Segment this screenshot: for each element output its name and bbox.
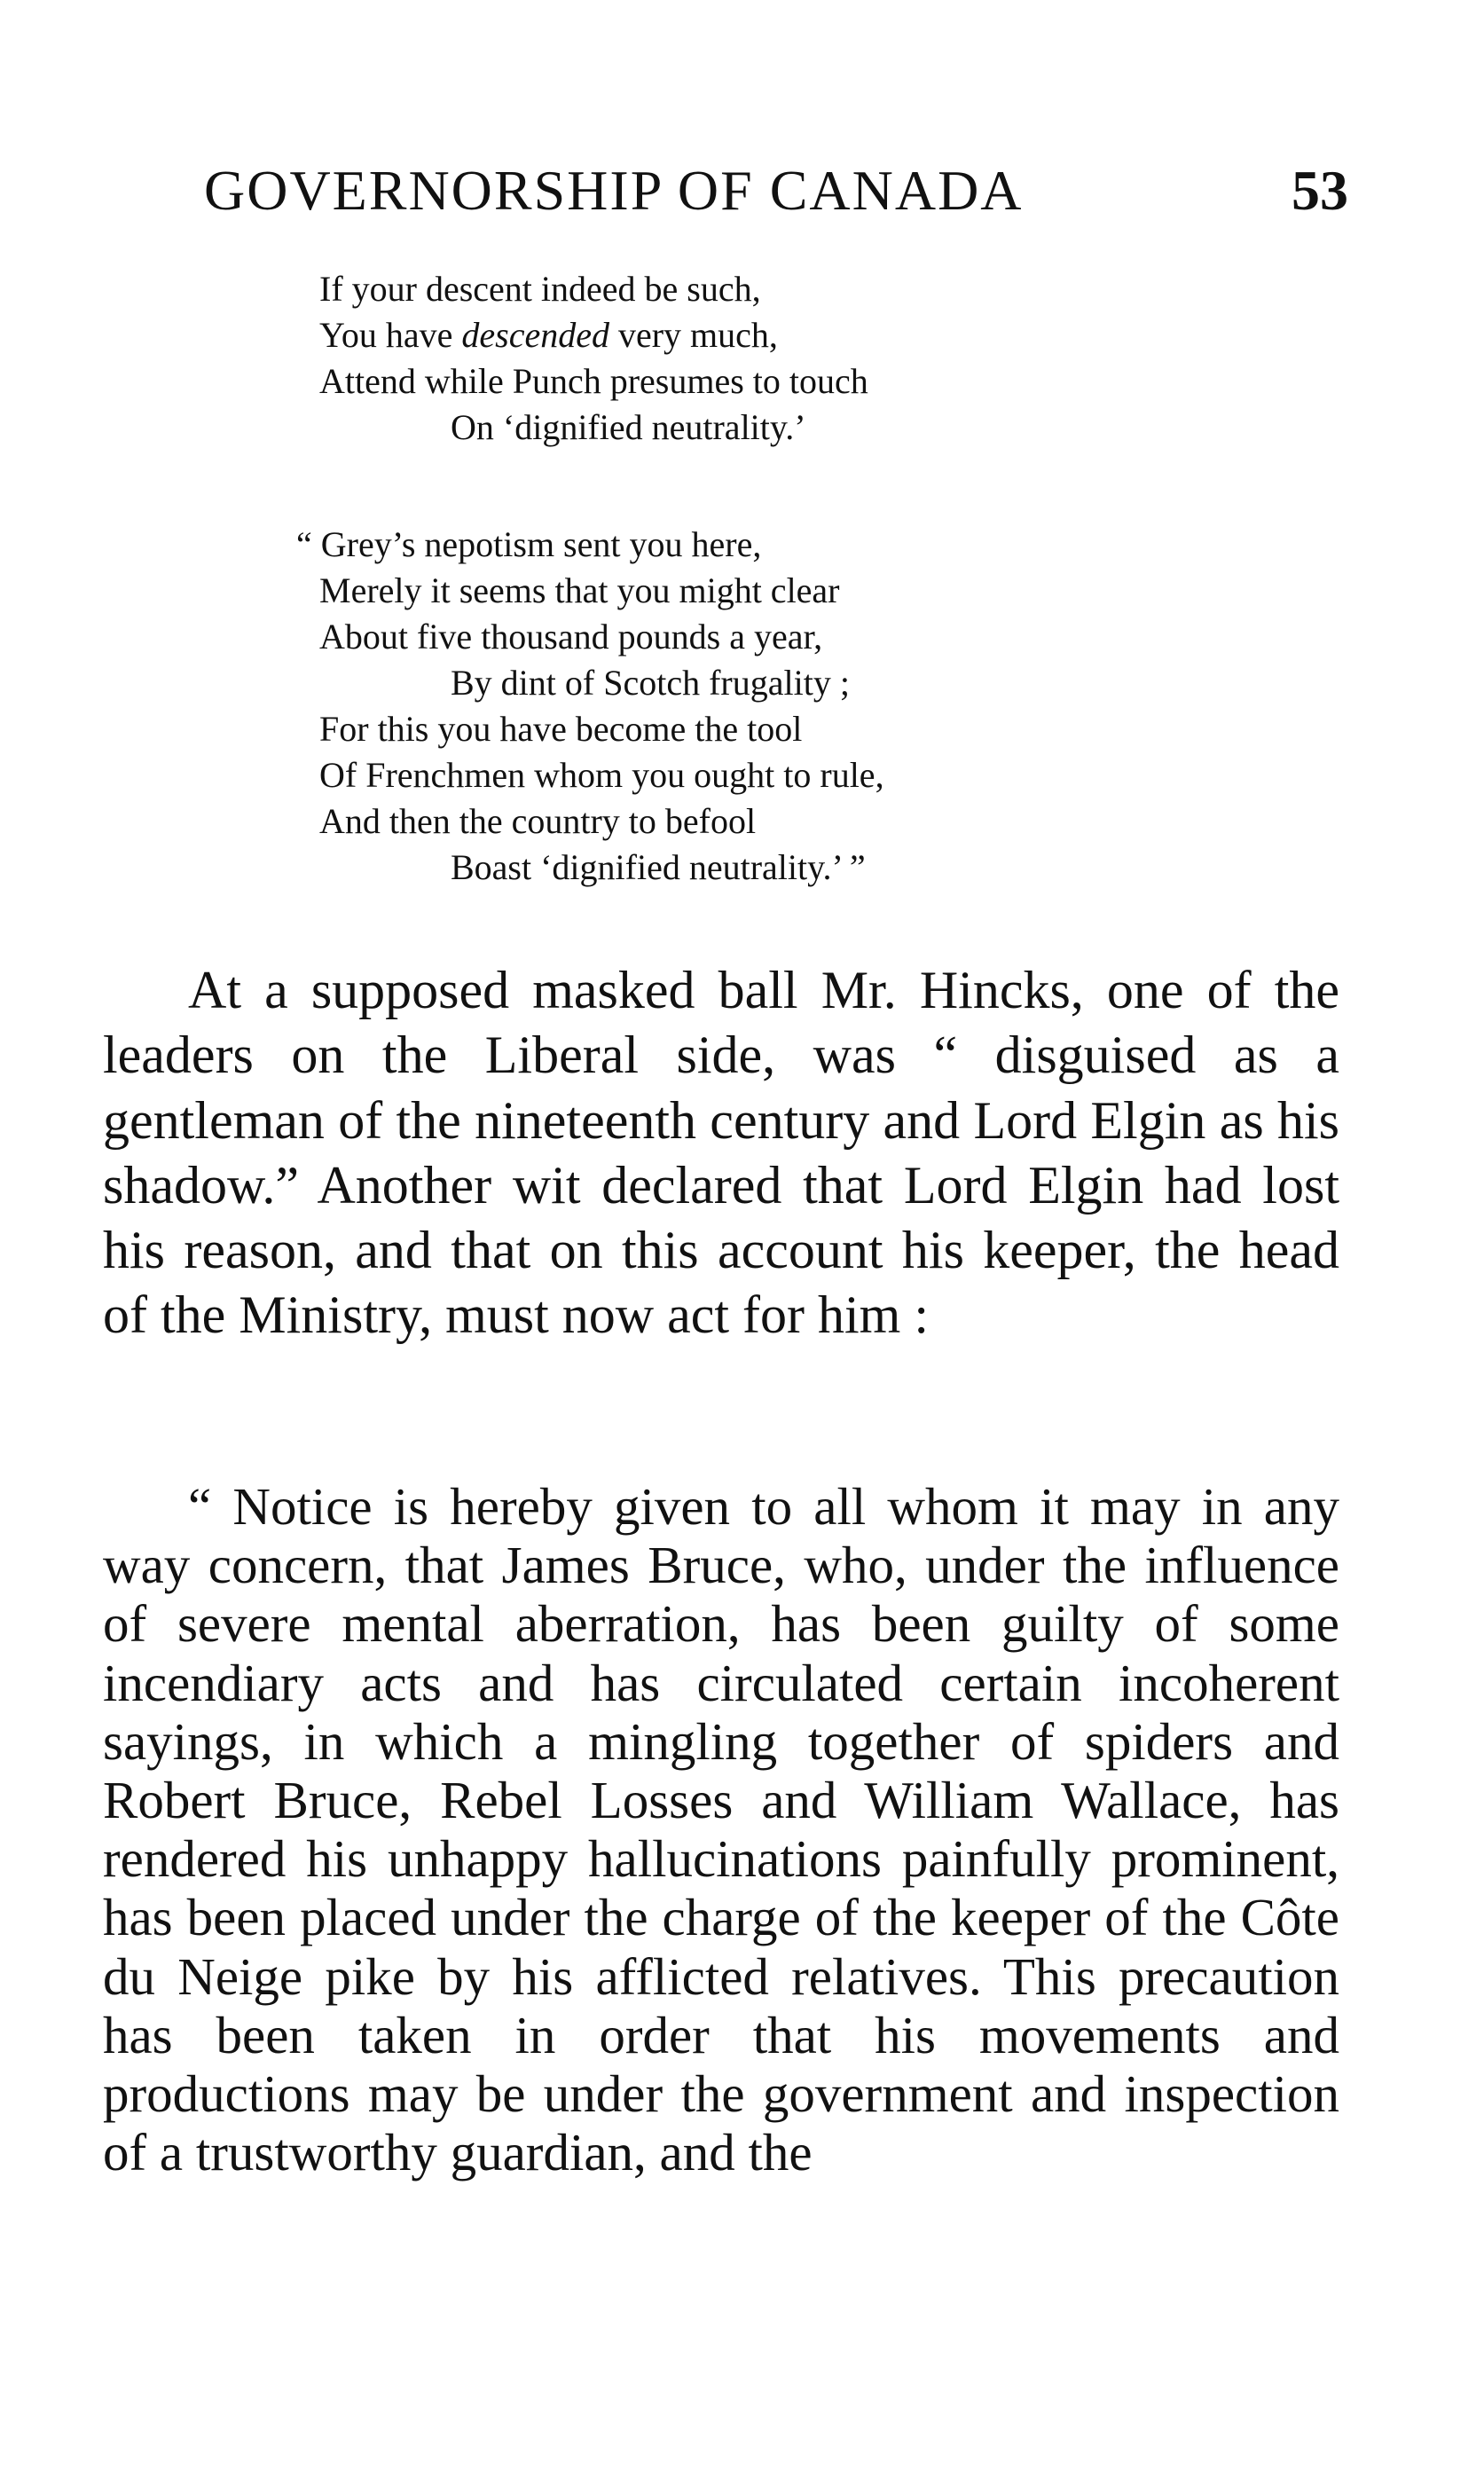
verse-stanza-1: [319, 266, 1206, 451]
verse-line-part: very much,: [609, 315, 778, 355]
verse-line: “ Grey’s nepotism sent you here,: [296, 524, 762, 564]
running-head: [204, 158, 1348, 229]
verse-line: If your descent indeed be such,: [319, 269, 761, 309]
body-paragraph-1: At a supposed masked ball Mr. Hincks, one of the leaders on the Liberal side, was “ disguised as a gentleman of the nineteenth century and Lord Elgin as his shadow.” Another wit declared that Lord Elgin had lost his reason, and that on this account his keeper, the head of the Ministry, must now act for him :: [103, 961, 1339, 1345]
verse-line: And then the country to befool: [319, 801, 757, 841]
running-title: GOVERNORSHIP OF CANADA: [204, 159, 1024, 222]
verse-line: On ‘dignified neutrality.’: [451, 407, 806, 447]
verse-line: By dint of Scotch frugality ;: [451, 663, 850, 703]
page-number: 53: [1292, 159, 1348, 222]
verse-line: Merely it seems that you might clear: [319, 570, 840, 610]
verse-line: For this you have become the tool: [319, 709, 803, 749]
verse-line-part: You have: [319, 315, 462, 355]
body-paragraph-2: “ Notice is hereby given to all whom it may in any way concern, that James Bruce, who, under the influence of severe mental aberration, has been guilty of some incendiary acts and has circulated certain incoherent sayings, in which a mingling together of spiders and Robert Bruce, Rebel Losses and William Wallace, has rendered his unhappy hallucinations painfully prominent, has been placed under the charge of the keeper of the Côte du Neige pike by his afflicted relatives. This precaution has been taken in order that his movements and productions may be under the government and inspection of a trustworthy guardian, and the: [103, 1477, 1339, 2182]
verse-line: Of Frenchmen whom you ought to rule,: [319, 755, 884, 795]
verse-stanza-2: [296, 522, 1206, 891]
verse-line: [319, 312, 1206, 358]
verse-line: Attend while Punch presumes to touch: [319, 361, 868, 401]
verse-line: About five thousand pounds a year,: [319, 617, 823, 656]
verse-line: Boast ‘dignified neutrality.’ ”: [451, 847, 866, 887]
italic-word: descended: [461, 315, 609, 355]
